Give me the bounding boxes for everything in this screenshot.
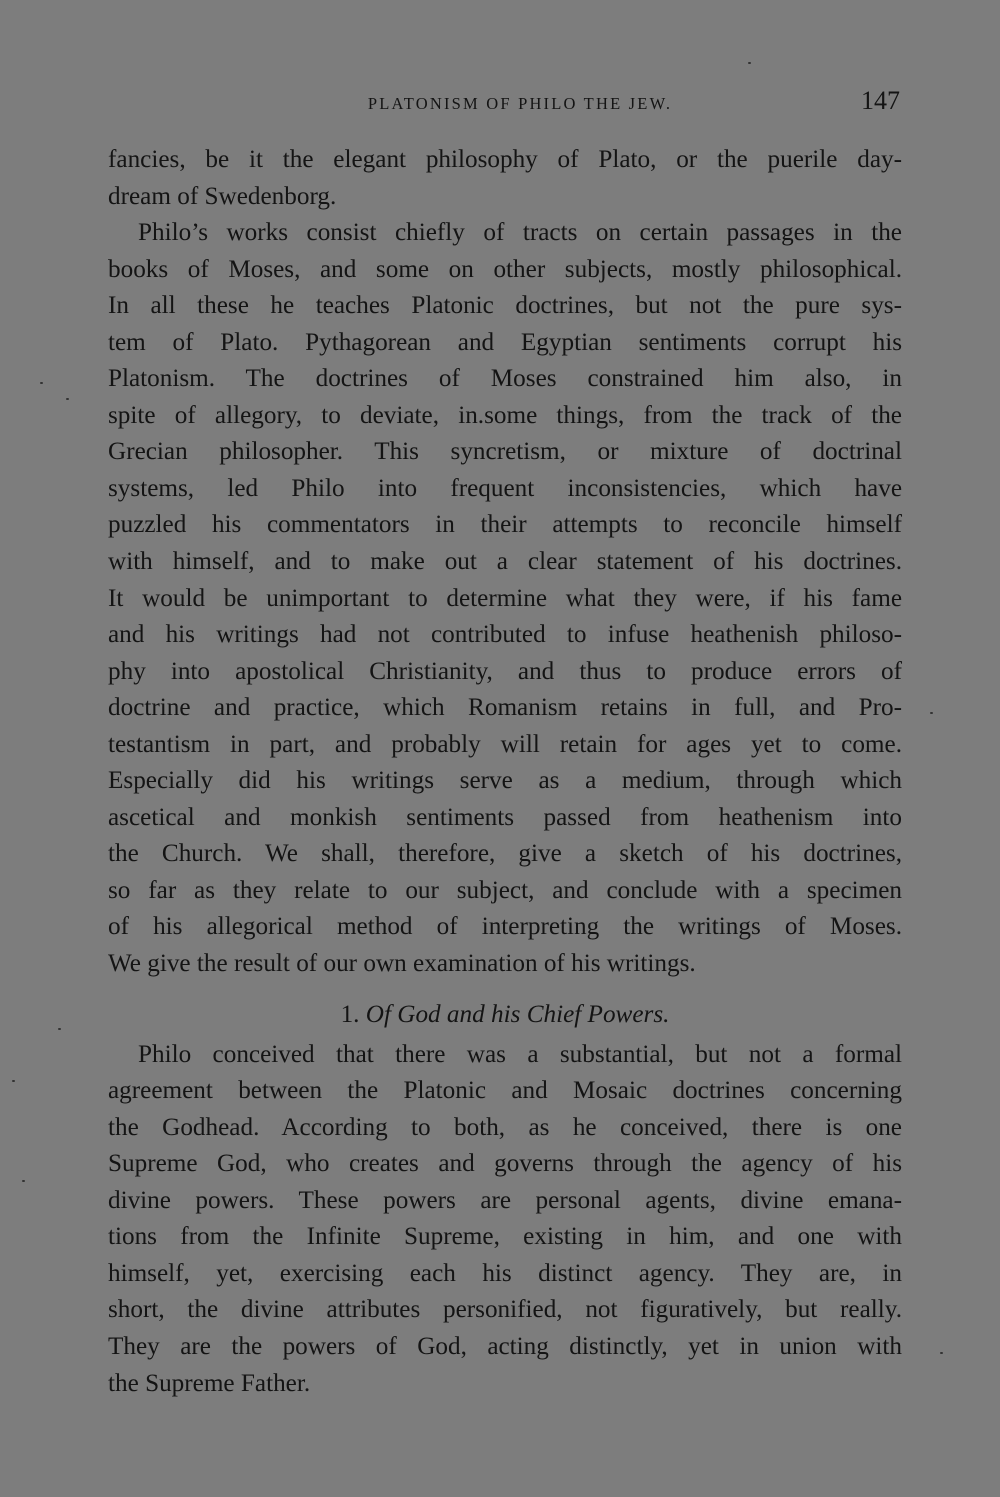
text-line: doctrine and practice, which Romanism retains in full, and Pro-	[108, 694, 902, 722]
text-line: Grecian philosopher. This syncretism, or mixture of doctrinal	[108, 438, 902, 466]
text-line: divine powers. These powers are personal agents, divine emana-	[108, 1186, 902, 1214]
text-line: testantism in part, and probably will retain for ages yet to come.	[108, 730, 902, 758]
text-line: ascetical and monkish sentiments passed from heathenism into	[108, 803, 902, 831]
text-line: dream of Swedenborg.	[108, 182, 337, 210]
running-head	[110, 86, 900, 118]
text-line: the Church. We shall, therefore, give a sketch of his doctrines,	[108, 840, 902, 868]
text-line: We give the result of our own examination of his writings.	[108, 950, 696, 978]
text-line: Philo conceived that there was a substantial, but not a formal	[138, 1040, 902, 1068]
text-line: so far as they relate to our subject, and conclude with a specimen	[108, 876, 902, 904]
text-line: agreement between the Platonic and Mosaic doctrines concerning	[108, 1077, 902, 1105]
text-line: phy into apostolical Christianity, and thus to produce errors of	[108, 657, 902, 685]
text-line: In all these he teaches Platonic doctrines, but not the pure sys-	[108, 292, 902, 320]
scan-speck	[40, 382, 43, 384]
paragraph-3	[108, 1037, 902, 1402]
section-title: Of God and his Chief Powers.	[365, 1000, 670, 1028]
text-line: systems, led Philo into frequent inconsistencies, which have	[108, 474, 902, 502]
text-line: tions from the Infinite Supreme, existing in him, and one with	[108, 1223, 902, 1251]
text-line: tem of Plato. Pythagorean and Egyptian sentiments corrupt his	[108, 328, 902, 356]
page-number: 147	[861, 86, 900, 115]
text-line: fancies, be it the elegant philosophy of Plato, or the puerile day-	[108, 146, 902, 173]
body-text	[108, 142, 902, 1402]
section-number: 1.	[340, 1000, 360, 1028]
paragraph-1	[108, 142, 902, 215]
scan-speck	[22, 1180, 25, 1182]
running-title: PLATONISM OF PHILO THE JEW.	[367, 94, 673, 113]
scan-speck	[940, 1352, 943, 1354]
scan-speck	[12, 1080, 15, 1082]
paragraph-2	[108, 215, 902, 982]
text-line: and his writings had not contributed to infuse heathenish philoso-	[108, 621, 902, 649]
text-line: Platonism. The doctrines of Moses constrained him also, in	[108, 365, 902, 393]
text-line: short, the divine attributes personified, not figuratively, but really.	[108, 1296, 902, 1324]
text-line: spite of allegory, to deviate, in.some things, from the track of the	[108, 401, 902, 429]
text-line: Supreme God, who creates and governs through the agency of his	[108, 1150, 902, 1178]
scan-speck	[66, 398, 69, 400]
text-line: It would be unimportant to determine what they were, if his fame	[108, 584, 902, 612]
text-line: with himself, and to make out a clear statement of his doctrines.	[108, 548, 902, 576]
text-line: the Supreme Father.	[108, 1369, 311, 1397]
text-line: himself, yet, exercising each his distinct agency. They are, in	[108, 1259, 902, 1287]
scan-speck	[930, 712, 933, 714]
scan-speck	[58, 1028, 61, 1030]
section-heading	[108, 995, 902, 1035]
scan-speck	[748, 62, 751, 64]
text-line: Philo’s works consist chiefly of tracts on certain passages in the	[138, 219, 902, 247]
text-line: books of Moses, and some on other subjects, mostly philosophical.	[108, 255, 902, 283]
text-line: puzzled his commentators in their attempts to reconcile himself	[108, 511, 902, 539]
text-line: of his allegorical method of interpreting the writings of Moses.	[108, 913, 902, 941]
text-line: They are the powers of God, acting distinctly, yet in union with	[108, 1332, 902, 1360]
text-line: Especially did his writings serve as a medium, through which	[108, 767, 902, 795]
text-line: the Godhead. According to both, as he conceived, there is one	[108, 1113, 902, 1141]
